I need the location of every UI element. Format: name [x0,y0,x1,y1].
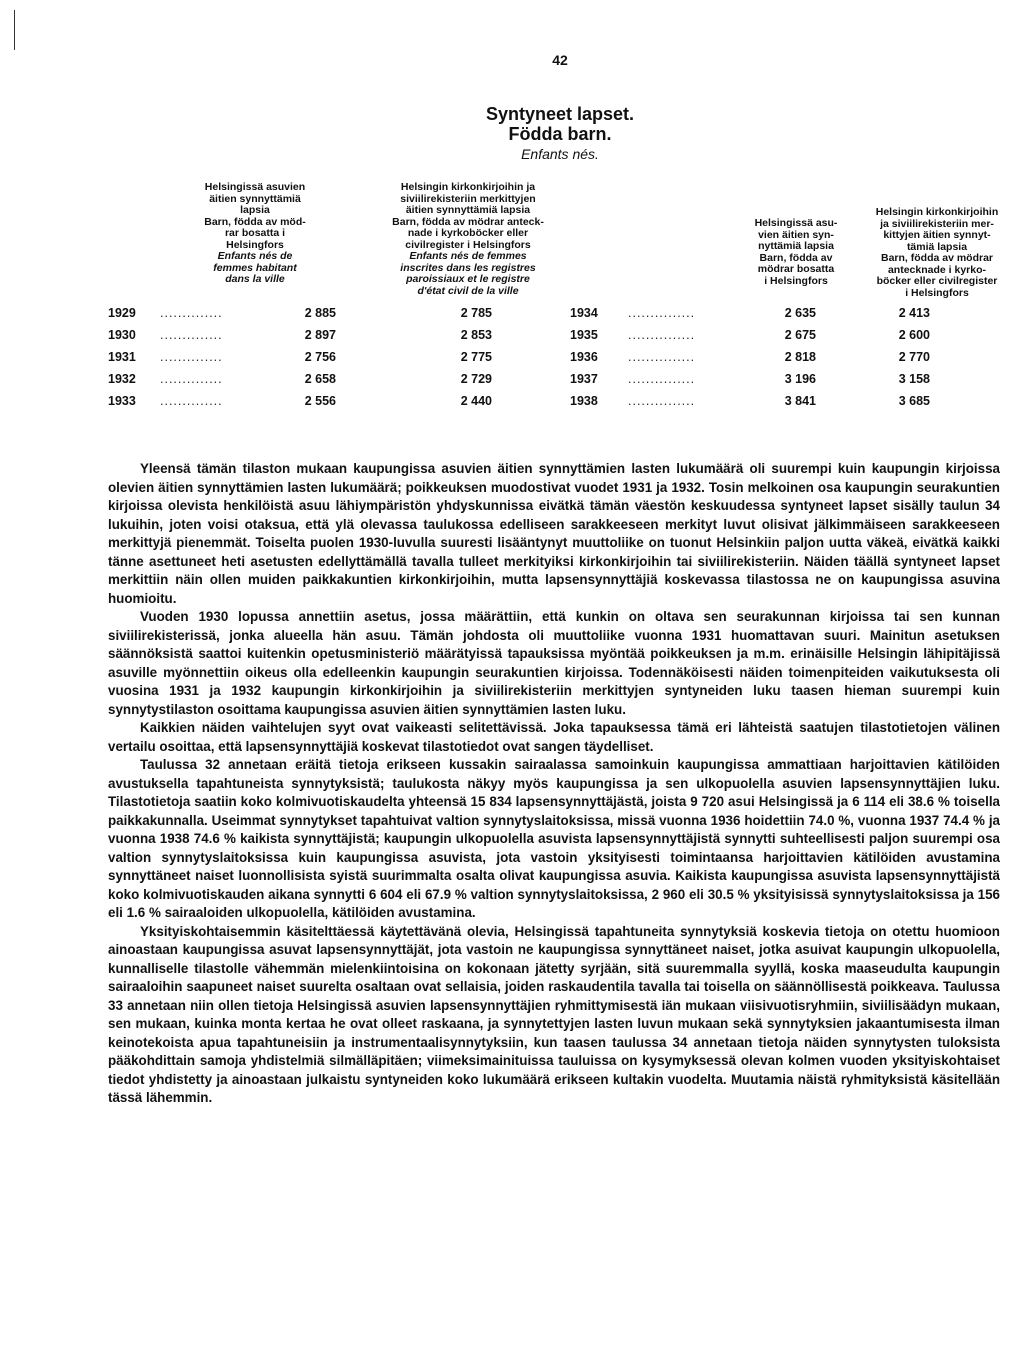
paragraph: Yleensä tämän tilaston mukaan kaupungissa asuvien äitien synnyttämien lasten lukumäärä oli suurempi kuin kaupungin kirjoissa olevien äitien synnyttämien lasten lukumäärä; poikkeuksen muodostivat vuodet 1931 ja 1932. Tosin melkoinen osa kaupungin seurakuntien kirjoissa olevista henkilöistä asuu lähiympäristön yhdyskunnissa eivätkä tämän väestön keskuudessa syntyneet lapset sisälly taulun 34 lukuihin, joten voisi otaksua, että ylä olevassa taulukossa edelliseen sarakkeeseen merkityt luvut olisivat jälkimmäiseen sarakkeeseen merkittyjä pienemmät. Toiselta puolen 1930-luvulla suuresti lisääntynyt muuttoliike on tuonut Helsinkiin paljon uutta väkeä, eivätkä kaikki tänne asettuneet heti asetusten edellyttämällä tavalla tulleet merkityiksi kirkonkirjoihin tai siviilirekisteriin. Näiden täällä syntyneet lapset merkittiin näin ollen muiden paikkakuntien kirkonkirjoihin, mutta lapsensynnyttäjiä koskevassa tilastossa ne on kaupungissa asuvina huomioitu. [108,461,1000,606]
header-line: ja siviilirekisteriin mer- [880,217,994,230]
leader-dots: .............. [160,394,223,408]
header-line: Barn, födda av möd- [204,215,306,228]
register-cell: 2 600 [898,328,930,342]
header-line: Barn, födda av mödrar [880,252,994,264]
register-cell: 2 770 [898,350,930,364]
register-cell: 2 413 [898,306,930,320]
leader-dots: ............... [628,372,696,386]
header-line: vien äitien syn- [758,228,834,241]
header-line: Helsingfors [226,238,284,251]
resident-cell: 2 818 [784,350,816,364]
header-line: Helsingissä asu- [754,217,838,229]
leader-dots: ............... [628,328,696,342]
resident-cell: 2 635 [784,306,816,320]
year-cell: 1938 [570,394,598,408]
register-cell: 2 785 [460,306,492,320]
resident-cell: 3 841 [784,394,816,408]
register-cell: 2 853 [460,328,492,342]
column-header-left-register [368,182,568,297]
header-line: siviilirekisteriin merkittyjen [400,192,536,205]
title-swedish: Födda barn. [508,124,612,144]
resident-cell: 2 556 [304,394,336,408]
resident-cell: 2 675 [784,328,816,342]
year-cell: 1935 [570,328,598,342]
header-line: i Helsingfors [905,286,969,299]
register-cell: 3 158 [898,372,930,386]
year-cell: 1929 [108,306,136,320]
year-cell: 1930 [108,328,136,342]
column-header-right-resident [740,218,852,287]
header-line: Barn, födda av [759,251,833,264]
body-text [108,460,1000,1108]
year-cell: 1933 [108,394,136,408]
resident-cell: 2 756 [304,350,336,364]
header-line: kittyjen äitien synnyt- [883,229,991,241]
paragraph: Taulussa 32 annetaan eräitä tietoja erikseen kussakin sairaalassa samoinkuin kaupungissa ammattiaan harjoittavien kätilöiden avustuksella tapahtuneista synnytyksistä; taulukosta näkyy myös kaupungissa ja sen ulkopuolella asuvien lapsensynnyttäjien luku. Tilastotietoja saatiin koko kolmivuotiskaudelta yhteensä 15 834 lapsensynnyttäjästä, joista 9 720 asui Helsingissä ja 6 114 eli 38.6 % toisella paikkakunnalla. Useimmat synnytykset tapahtuivat valtion synnytyslaitoksissa, missä vuonna 1936 hoidettiin 74.0 %, vuonna 1937 74.4 % ja vuonna 1938 74.6 % kaikista synnyttäjistä; kaupungin ulkopuolella asuvista lapsensynnyttäjistä synnytti suhteellisesti paljon suurempi osa valtion synnytyslaitoksissa kuin kaupungissa asuvista, jota vastoin yksityisesti toimintaansa harjoittavien kätilöiden avustamina synnyttäneet naiset luonnollisista syistä suurimmalta osalta olivat kaupungissa asuvia. Kaikista kaupungissa asuvista lapsensynnyttäjistä koko kolmivuotiskauden aikana synnytti 6 604 eli 67.9 % valtion synnytyslaitoksissa, 2 960 eli 30.5 % yksityisissä synnytyslaitoksissa ja 156 eli 1.6 % sairaaloiden ulkopuolella, kätilöiden avustamina. [108,757,1000,920]
title-finnish: Syntyneet lapset. [485,104,635,124]
register-cell: 2 729 [460,372,492,386]
scan-edge-mark [14,10,15,50]
header-line: äitien synnyttämiä [209,192,301,205]
resident-cell: 3 196 [784,372,816,386]
header-line: d'état civil de la ville [417,284,519,297]
register-cell: 2 440 [460,394,492,408]
year-cell: 1936 [570,350,598,364]
header-line: mödrar bosatta [757,263,835,275]
header-line: Helsingin kirkonkirjoihin [875,206,999,218]
paragraph: Yksityiskohtaisemmin käsitelttäessä käytettävänä olevia, Helsingissä tapahtuneita synnytyksiä koskevia tietoja on otettu huomioon ainoastaan kaupungissa asuvat lapsensynnyttäjät, jota vastoin ne kaupungissa synnyttäneet naiset, jotka asuivat kaupungin ulkopuolella, kunnalliselle tilastolle vähemmän mielenkiintoisina on kokonaan jätetty syrjään, sitä suuremmalla syyllä, koska maaseudulta kaupungin sairaaloihin saapuneet naiset suurelta osaltaan ovat sellaisia, joiden raskaudentila tavalla tai toisella on säännöllisestä poikkeava. Taulussa 33 annetaan niin ollen tietoja Helsingissä asuvien lapsensynnyttäjien ryhmittymisestä iän mukaan viisivuotisryhmiin, siviilisäädyn mukaan, sen mukaan, kuinka monta kertaa he ovat olleet raskaana, ja synnytettyjen lasten luvun mukaan sekä synnytyksien jakaantumisesta ilman keinotekoista apua tapahtuneisiin ja instrumentaalisynnytyksiin, kun taasen taulussa 34 annetaan tietoja näiden synnytysten tuloksista pääkohdittain samoja yhdistelmiä silmälläpitäen; viimeksimainituissa tauluissa on kysymyksessä olevan kolmen vuoden yksityiskohtaiset tiedot yhdistetty ja ainoastaan julkaistu syntyneiden koko lukumäärä erikseen kultakin vuodelta. Muutamia näistä ryhmityksistä käsitellään tässä lähemmin. [108,923,1000,1105]
leader-dots: .............. [160,306,223,320]
header-line: tämiä lapsia [906,240,968,253]
resident-cell: 2 885 [304,306,336,320]
year-cell: 1931 [108,350,136,364]
title-block [0,104,1024,164]
header-line: Helsingin kirkonkirjoihin ja [400,181,536,193]
header-line: nade i kyrkoböcker eller [407,227,529,239]
header-line: rar bosatta i [224,227,286,239]
resident-cell: 2 658 [304,372,336,386]
leader-dots: ............... [628,350,696,364]
header-line: Barn, födda av mödrar anteck- [392,215,544,228]
year-cell: 1937 [570,372,598,386]
register-cell: 2 775 [460,350,492,364]
leader-dots: .............. [160,372,223,386]
leader-dots: .............. [160,328,223,342]
header-line: i Helsingfors [764,274,828,287]
register-cell: 3 685 [898,394,930,408]
leader-dots: ............... [628,394,696,408]
column-header-right-register [862,207,1012,299]
header-line: paroissiaux et le registre [406,273,530,285]
leader-dots: .............. [160,350,223,364]
year-cell: 1934 [570,306,598,320]
title-french: Enfants nés. [521,146,599,162]
paragraph: Kaikkien näiden vaihtelujen syyt ovat vaikeasti selitettävissä. Joka tapauksessa tämä eri lähteistä saatujen tilastotietojen välinen vertailu osoittaa, että lapsensynnyttäjiä koskevat tilastotiedot ovat sangen täydelliset. [108,720,1000,754]
resident-cell: 2 897 [304,328,336,342]
paragraph: Vuoden 1930 lopussa annettiin asetus, jossa määrättiin, että kunkin on oltava sen seurakunnan kirjoissa tai sen kunnan siviilirekisterissä, jonka alueella hän asuu. Tämän johdosta oli muuttoliike vuonna 1931 huomattavan suuri. Mainitun asetuksen säännöksistä saattoi kuitenkin opetusministeriö määrätyissä tapauksissa myöntää poikkeuksen ja m.m. erinäisille Helsingin lähipitäjissä asuville myönnettiin oikeus olla edelleenkin kaupungin seurakuntien kirjoissa. Todennäköisesti näiden toimenpiteiden vaikutuksesta oli vuosina 1931 ja 1932 kaupungin kirkonkirjoihin ja siviilirekisteriin merkittyjen syntyneiden luku taasen hieman suurempi kuin synnytystilaston osoittama kaupungissa asuvien äitien synnyttämien lasten luku. [108,609,1000,717]
header-line: inscrites dans les registres [400,261,536,274]
header-line: Enfants nés de femmes [409,250,527,262]
header-line: Enfants nés de [217,250,293,262]
header-line: böcker eller civilregister [876,275,998,287]
header-line: femmes habitant [213,261,297,274]
year-cell: 1932 [108,372,136,386]
column-header-left-resident [190,182,320,286]
header-line: nyttämiä lapsia [758,240,834,252]
header-line: dans la ville [225,273,285,285]
header-line: lapsia [240,204,270,216]
header-line: antecknade i kyrko- [887,263,987,276]
page-number: 42 [552,52,568,68]
header-line: äitien synnyttämiä lapsia [405,204,531,216]
leader-dots: ............... [628,306,696,320]
header-line: Helsingissä asuvien [204,181,306,193]
header-line: civilregister i Helsingfors [405,238,531,251]
